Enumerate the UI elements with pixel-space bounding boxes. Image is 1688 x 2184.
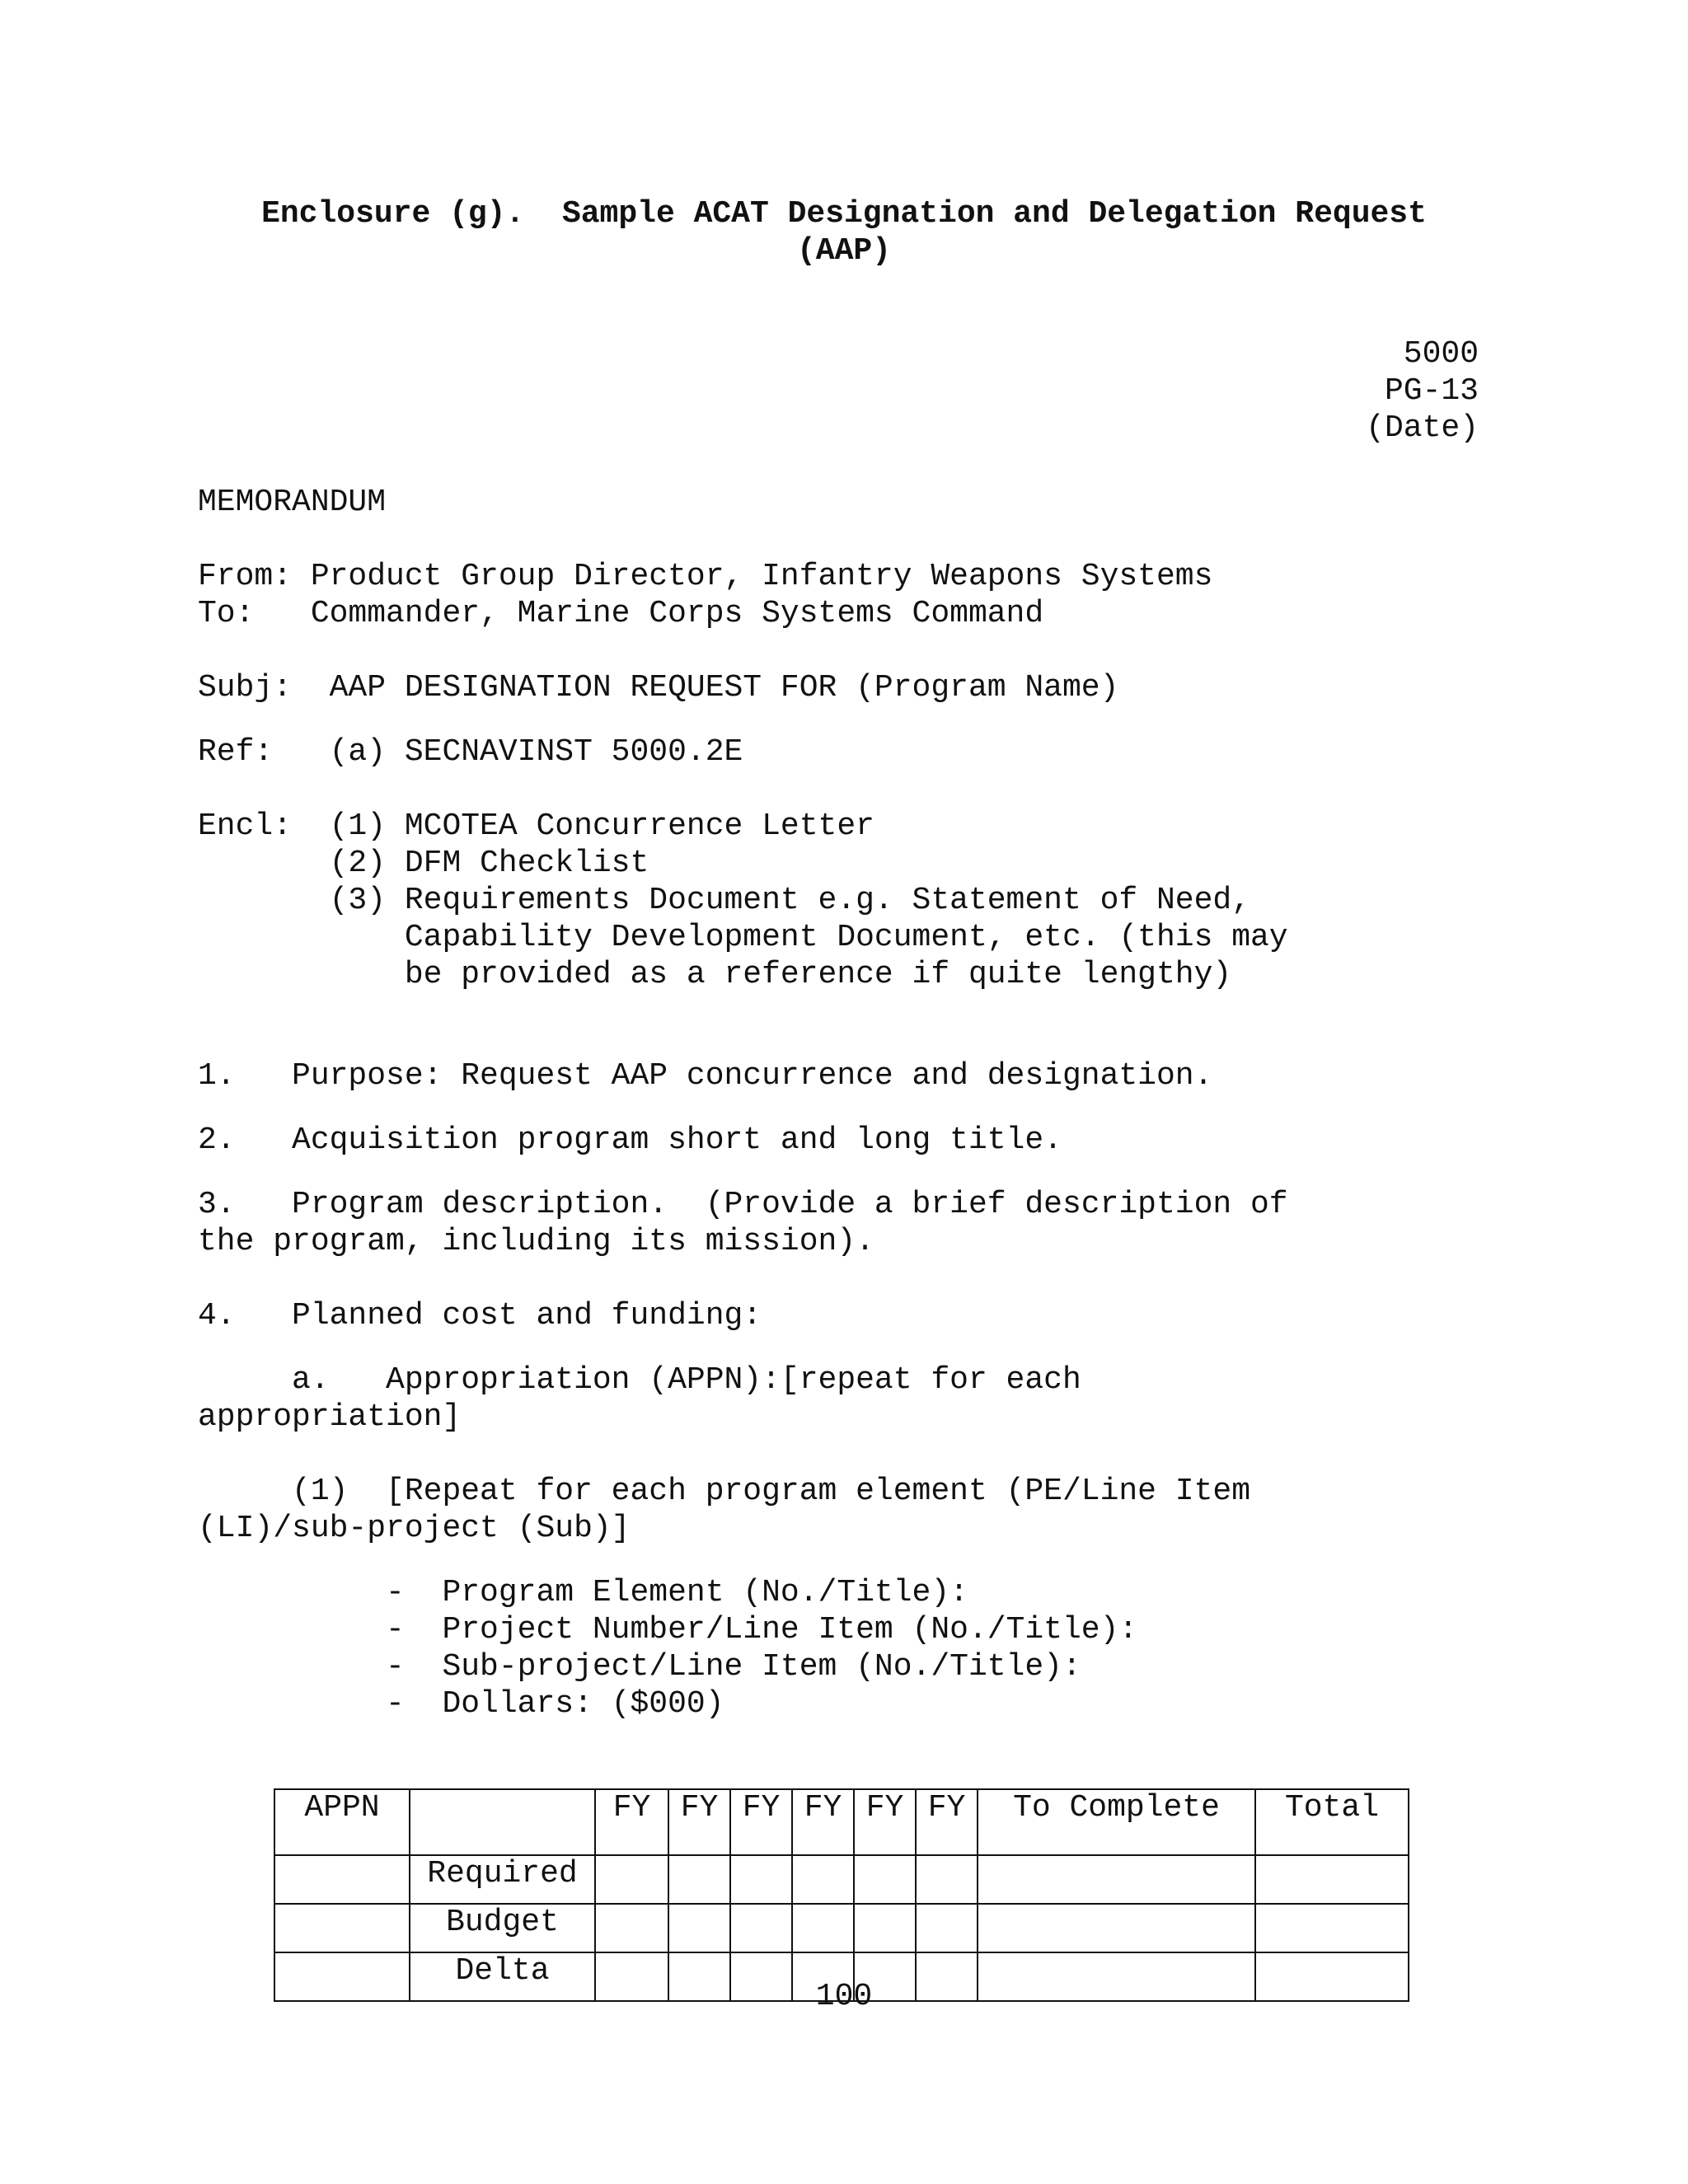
paragraph-2: 2. Acquisition program short and long title. — [198, 1122, 1062, 1158]
enclosure-line: be provided as a reference if quite lengthy) — [198, 957, 1232, 992]
enclosure-line: Encl: (1) MCOTEA Concurrence Letter — [198, 808, 874, 844]
table-cell — [792, 1855, 854, 1904]
table-cell — [916, 1904, 978, 1952]
enclosure-line: (3) Requirements Document e.g. Statement of Need, — [198, 883, 1251, 918]
bullet-item: - Sub-project/Line Item (No./Title): — [198, 1649, 1081, 1685]
bullet-item: - Program Element (No./Title): — [198, 1575, 968, 1610]
table-header-cell: FY — [668, 1789, 730, 1855]
paragraph-3-cont: the program, including its mission). — [198, 1224, 874, 1259]
table-cell — [792, 1904, 854, 1952]
table-cell — [730, 1904, 792, 1952]
paragraph-4a: a. Appropriation (APPN):[repeat for each — [198, 1362, 1081, 1398]
table-cell — [668, 1855, 730, 1904]
table-header-cell: FY — [792, 1789, 854, 1855]
table-header-cell: APPN — [274, 1789, 410, 1855]
bullet-item: - Dollars: ($000) — [198, 1686, 724, 1722]
table-cell — [595, 1904, 668, 1952]
ssic-code: 5000 — [1403, 336, 1479, 372]
table-cell — [274, 1855, 410, 1904]
table-cell — [730, 1855, 792, 1904]
table-header-cell: Total — [1255, 1789, 1409, 1855]
subject-line: Subj: AAP DESIGNATION REQUEST FOR (Program Name) — [198, 670, 1119, 705]
table-header-cell: FY — [730, 1789, 792, 1855]
table-header-cell: FY — [916, 1789, 978, 1855]
document-title: Enclosure (g). Sample ACAT Designation and Delegation Request — [261, 196, 1427, 232]
enclosure-line: (2) DFM Checklist — [198, 846, 649, 881]
table-cell — [978, 1855, 1255, 1904]
table-cell — [668, 1904, 730, 1952]
paragraph-4a-cont: appropriation] — [198, 1399, 462, 1435]
enclosure-line: Capability Development Document, etc. (this may — [198, 920, 1288, 955]
table-cell — [1255, 1855, 1409, 1904]
table-header-cell — [410, 1789, 595, 1855]
funding-table — [274, 1788, 1409, 2002]
paragraph-4a1-cont: (LI)/sub-project (Sub)] — [198, 1511, 631, 1546]
table-cell — [1255, 1904, 1409, 1952]
paragraph-4: 4. Planned cost and funding: — [198, 1298, 762, 1333]
table-header-row — [274, 1789, 1409, 1855]
row-label: Required — [410, 1855, 595, 1904]
table-cell — [916, 1855, 978, 1904]
paragraph-1: 1. Purpose: Request AAP concurrence and designation. — [198, 1058, 1213, 1094]
office-code: PG-13 — [1384, 373, 1479, 409]
table-row — [274, 1855, 1409, 1904]
paragraph-3: 3. Program description. (Provide a brief description of — [198, 1187, 1288, 1222]
table-header-cell: FY — [595, 1789, 668, 1855]
memo-label: MEMORANDUM — [198, 485, 387, 520]
table-header-cell: FY — [854, 1789, 916, 1855]
table-cell — [274, 1904, 410, 1952]
from-line: From: Product Group Director, Infantry Weapons Systems — [198, 559, 1213, 594]
table-row — [274, 1904, 1409, 1952]
table-cell — [595, 1855, 668, 1904]
row-label: Delta — [410, 1952, 595, 2001]
table-cell — [978, 1904, 1255, 1952]
memo-date: (Date) — [1366, 410, 1479, 446]
table-header-cell: To Complete — [978, 1789, 1255, 1855]
table-cell — [854, 1904, 916, 1952]
reference-line: Ref: (a) SECNAVINST 5000.2E — [198, 734, 743, 770]
paragraph-4a1: (1) [Repeat for each program element (PE/Line Item — [198, 1474, 1251, 1509]
document-title-subline: (AAP) — [796, 233, 892, 269]
page-number: 100 — [815, 1979, 873, 2014]
table-cell — [854, 1855, 916, 1904]
row-label: Budget — [410, 1904, 595, 1952]
to-line: To: Commander, Marine Corps Systems Command — [198, 596, 1044, 631]
bullet-item: - Project Number/Line Item (No./Title): — [198, 1612, 1138, 1647]
